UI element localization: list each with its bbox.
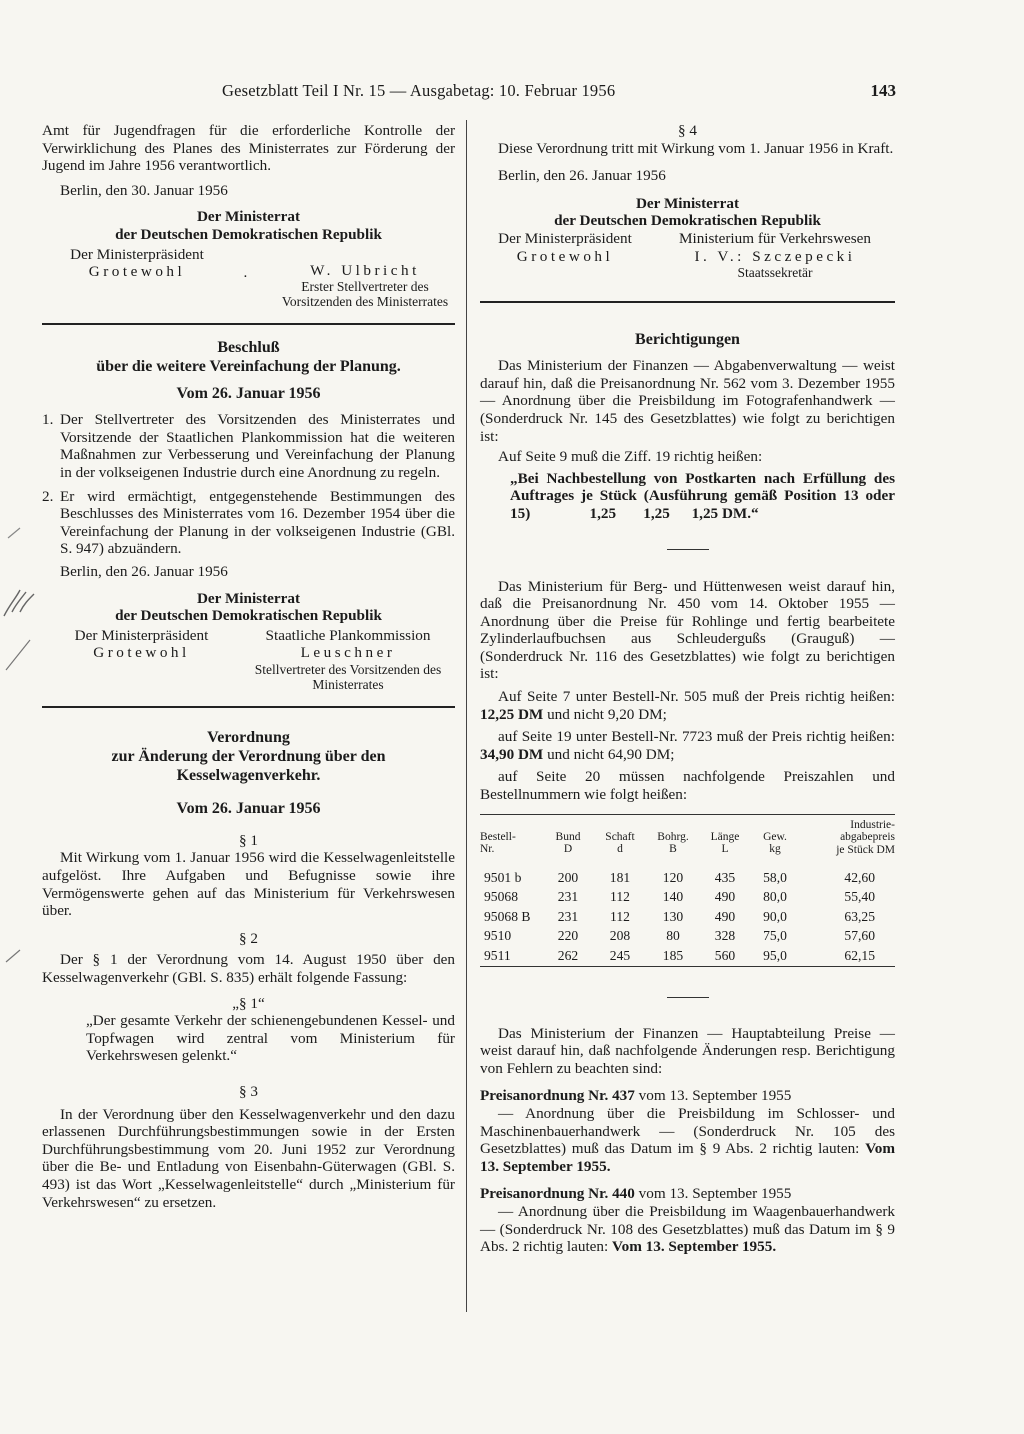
signature-block bbox=[42, 627, 455, 692]
table-cell: 490 bbox=[714, 908, 736, 924]
signatory-title: Staatliche Plankommission bbox=[265, 626, 431, 644]
table-cell: 140 bbox=[662, 889, 684, 905]
signatory-role: Staatssekretär bbox=[737, 265, 813, 281]
table-cell: 63,25 bbox=[844, 908, 875, 924]
signatory-title: Ministerium für Verkehrswesen bbox=[678, 229, 872, 247]
table-row bbox=[480, 888, 895, 908]
table-cell: 90,0 bbox=[763, 908, 787, 924]
signature-block: Der Ministerpräsident Grotewohl . W. Ulbricht Erster Stellvertreter des Vorsitzenden des Ministerrates bbox=[42, 246, 455, 310]
correction-text: Das Ministerium für Berg- und Hüttenwesen weist darauf hin, daß die Preisanordnung Nr. 450 vom 14. Oktober 1955 — Anordnung über die Preise für Rohlinge und fertig bearbeitete Zylinderlaufbuchsen aus Schleudergußs (Grauguß) — (Sonderdruck Nr. 116 des Gesetzblattes) wie folgt zu berichtigen ist: bbox=[480, 577, 895, 683]
margin-pencil-marks bbox=[0, 520, 44, 680]
correction-text: Das Ministerium der Finanzen — Abgabenverwaltung — weist darauf hin, daß die Preisanordnung Nr. 562 vom 3. Dezember 1955 — Anordnung über die Preisbildung im Fotografenhandwerk — (Sonderdruck Nr. 145 des Gesetzblattes) wie folgt zu berichtigen ist: bbox=[480, 357, 895, 445]
table-row bbox=[480, 927, 895, 947]
section-heading: § 1 bbox=[239, 831, 258, 849]
table-cell: 185 bbox=[662, 947, 684, 963]
column-header: Bohrg. B bbox=[657, 830, 689, 856]
price-order-ref: Preisanordnung Nr. 440 vom 13. September 1955 bbox=[480, 1185, 792, 1203]
place-date: Berlin, den 30. Januar 1956 bbox=[60, 181, 228, 199]
section-rule bbox=[42, 323, 455, 325]
signatory-name: Grotewohl bbox=[93, 644, 190, 662]
signatory-name: Grotewohl bbox=[516, 247, 614, 265]
numbered-item: 1. Der Stellvertreter des Vorsitzenden des Ministerrates und Vorsitzende der Staatlichen Plankommission hat die weiteren Maßnahmen zur Verbesserung und Vereinfachung der Planung in der volkseigenen Industrie durch eine Anordnung zu regeln. bbox=[42, 411, 455, 481]
table-cell: 57,60 bbox=[844, 928, 875, 944]
signatory-title: Der Ministerpräsident bbox=[74, 626, 209, 644]
section-text: Diese Verordnung tritt mit Wirkung vom 1. Januar 1956 in Kraft. bbox=[498, 139, 894, 157]
table-cell: 55,40 bbox=[844, 889, 875, 905]
signatory-title: Der Ministerpräsident bbox=[70, 245, 204, 263]
right-column bbox=[480, 122, 895, 1256]
table-cell: 62,15 bbox=[844, 947, 875, 963]
corrections-title: Berichtigungen bbox=[635, 331, 740, 349]
table-cell: 80 bbox=[666, 928, 680, 944]
table-cell: 435 bbox=[714, 869, 736, 885]
separator bbox=[667, 997, 709, 998]
table-cell: 42,60 bbox=[844, 869, 875, 885]
quoted-text: „Der gesamte Verkehr der schienengebundenen Kessel- und Topfwagen wird zentral vom Ministerium für Verkehrswesen gelenkt.“ bbox=[86, 1012, 455, 1065]
table-cell: 328 bbox=[714, 928, 736, 944]
table-cell: 9510 bbox=[484, 928, 512, 944]
correction-text: Das Ministerium der Finanzen — Hauptabteilung Preise — weist darauf hin, daß nachfolgende Änderungen resp. Berichtigung von Fehlern zu beachten sind: bbox=[480, 1024, 895, 1077]
table-cell: 9511 bbox=[484, 947, 511, 963]
table-cell: 112 bbox=[610, 908, 630, 924]
correction-line: Auf Seite 7 unter Bestell-Nr. 505 muß der Preis richtig heißen: 12,25 DM und nicht 9,20 DM; bbox=[480, 688, 895, 723]
table-cell: 231 bbox=[557, 889, 579, 905]
table-cell: 560 bbox=[714, 947, 736, 963]
table-row bbox=[480, 862, 895, 888]
table-cell: 208 bbox=[609, 928, 631, 944]
column-header: Industrie- abgabepreis je Stück DM bbox=[836, 818, 895, 856]
section-heading: § 4 bbox=[678, 122, 697, 139]
table-cell: 95068 B bbox=[484, 908, 531, 924]
numbered-item: 2. Er wird ermächtigt, entgegenstehende Bestimmungen des Beschlusses des Ministerrates vom 16. Dezember 1954 über die Vereinfachung der Planung in der volkseigenen Industrie (GBl. S. 947) abzuändern. bbox=[42, 487, 455, 558]
column-header: Bund D bbox=[555, 830, 581, 856]
table-cell: 120 bbox=[662, 869, 684, 885]
section-rule bbox=[42, 706, 455, 708]
signatory-role: Stellvertreter des Vorsitzenden des Ministerrates bbox=[254, 661, 442, 692]
section-heading: § 3 bbox=[239, 1083, 258, 1100]
table-cell: 9501 b bbox=[484, 869, 522, 885]
signatory-name: W. Ulbricht bbox=[310, 261, 420, 279]
column-header: Gew. kg bbox=[763, 830, 787, 856]
signatory-role: Erster Stellvertreter des Vorsitzenden des Ministerrates bbox=[281, 279, 449, 310]
column-header: Schaft d bbox=[605, 830, 635, 856]
section-heading: § 2 bbox=[239, 929, 258, 947]
left-column bbox=[42, 122, 455, 1211]
signatory-name: Grotewohl bbox=[88, 263, 186, 281]
table-cell: 200 bbox=[557, 869, 579, 885]
table-cell: 245 bbox=[609, 947, 631, 963]
column-header: Länge L bbox=[710, 830, 740, 856]
separator bbox=[667, 549, 709, 550]
margin-tick-mark bbox=[0, 940, 30, 970]
correction-ref: Auf Seite 9 muß die Ziff. 19 richtig heißen: bbox=[498, 448, 763, 466]
page-number: 143 bbox=[870, 81, 896, 100]
correction-line: auf Seite 20 müssen nachfolgende Preiszahlen und Bestellnummern wie folgt heißen: bbox=[480, 768, 895, 804]
price-table bbox=[480, 815, 895, 966]
correction-quote: „Bei Nachbestellung von Postkarten nach Erfüllung des Auftrages je Stück (Ausführung gemäß Position 13 oder 15) 1,25 1,25 1,25 DM.“ bbox=[510, 469, 895, 522]
continued-paragraph: Amt für Jugendfragen für die erforderliche Kontrolle der Verwirklichung des Planes des Ministerrates zur Förderung der Jugend im Jahre 1956 verantwortlich. bbox=[42, 122, 455, 175]
section-text: Mit Wirkung vom 1. Januar 1956 wird die Kesselwagenleitstelle aufgelöst. Ihre Aufgaben und Befugnisse sowie ihre Vermögenswerte gehen auf das Ministerium für Verkehrswesen über. bbox=[42, 849, 455, 920]
signature-block bbox=[480, 230, 895, 280]
table-cell: 95068 bbox=[484, 889, 518, 905]
decision-title: Beschluß über die weitere Vereinfachung der Planung. bbox=[96, 339, 401, 376]
place-date: Berlin, den 26. Januar 1956 bbox=[60, 562, 228, 580]
decision-date: Vom 26. Januar 1956 bbox=[176, 385, 321, 403]
signatory-name: I. V.: Szczepecki bbox=[694, 247, 856, 265]
issuing-body: Der Ministerrat der Deutschen Demokratischen Republik bbox=[115, 589, 382, 625]
table-cell: 112 bbox=[610, 889, 630, 905]
signatory-name: Leuschner bbox=[300, 644, 396, 662]
table-cell: 220 bbox=[557, 928, 579, 944]
signatory-title: Der Ministerpräsident bbox=[498, 229, 632, 247]
table-cell: 80,0 bbox=[763, 889, 787, 905]
column-header: Bestell- Nr. bbox=[480, 830, 516, 856]
running-title: Gesetzblatt Teil I Nr. 15 — Ausgabetag: 10. Februar 1956 bbox=[222, 81, 616, 100]
table-cell: 262 bbox=[557, 947, 579, 963]
column-divider bbox=[466, 120, 467, 1312]
correction-line: auf Seite 19 unter Bestell-Nr. 7723 muß der Preis richtig heißen: 34,90 DM und nicht 64,90 DM; bbox=[480, 728, 895, 763]
issuing-body: Der Ministerrat der Deutschen Demokratischen Republik bbox=[115, 208, 382, 243]
table-cell: 58,0 bbox=[763, 869, 787, 885]
ordinance-title: Verordnung zur Änderung der Verordnung über den Kesselwagenverkehr. bbox=[111, 728, 386, 784]
table-cell: 130 bbox=[662, 908, 684, 924]
table-cell: 75,0 bbox=[763, 928, 787, 944]
table-cell: 231 bbox=[557, 908, 579, 924]
table-cell: 181 bbox=[609, 869, 631, 885]
quoted-section-heading: „§ 1“ bbox=[232, 994, 265, 1012]
section-rule bbox=[480, 301, 895, 303]
table-cell: 95,0 bbox=[763, 947, 787, 963]
price-order-text: — Anordnung über die Preisbildung im Schlosser- und Maschinenbauerhandwerk — (Sonderdruck Nr. 105 des Gesetzblattes) muß das Datum im § 9 Abs. 2 richtig lauten: Vom 13. September 1955. bbox=[480, 1105, 896, 1175]
section-text: In der Verordnung über den Kesselwagenverkehr und den dazu erlassenen Durchführungsbestimmungen sowie in der Ersten Durchführungsbestimmung vom 20. Juni 1952 zur Verordnung über die Be- und Entladung von Eisenbahn-Güterwagen (GBl. S. 493) ist das Wort „Kesselwagenleitstelle“ durch „Ministerium für Verkehrswesen“ zu ersetzen. bbox=[42, 1105, 455, 1211]
table-row bbox=[480, 946, 895, 966]
price-order-ref: Preisanordnung Nr. 437 vom 13. September 1955 bbox=[480, 1087, 792, 1105]
table-header-row bbox=[480, 815, 895, 863]
table-cell: 490 bbox=[714, 889, 736, 905]
price-order-text: — Anordnung über die Preisbildung im Waagenbauerhandwerk — (Sonderdruck Nr. 108 des Gesetzblattes) muß das Datum im § 9 Abs. 2 richtig lauten: Vom 13. September 1955. bbox=[480, 1202, 895, 1256]
section-text: Der § 1 der Verordnung vom 14. August 1950 über den Kesselwagenverkehr (GBl. S. 835) erhält folgende Fassung: bbox=[42, 951, 455, 987]
place-date: Berlin, den 26. Januar 1956 bbox=[498, 167, 666, 185]
ordinance-date: Vom 26. Januar 1956 bbox=[176, 799, 321, 817]
table-body bbox=[480, 862, 895, 966]
table-row bbox=[480, 907, 895, 927]
issuing-body: Der Ministerrat der Deutschen Demokratischen Republik bbox=[554, 194, 821, 230]
